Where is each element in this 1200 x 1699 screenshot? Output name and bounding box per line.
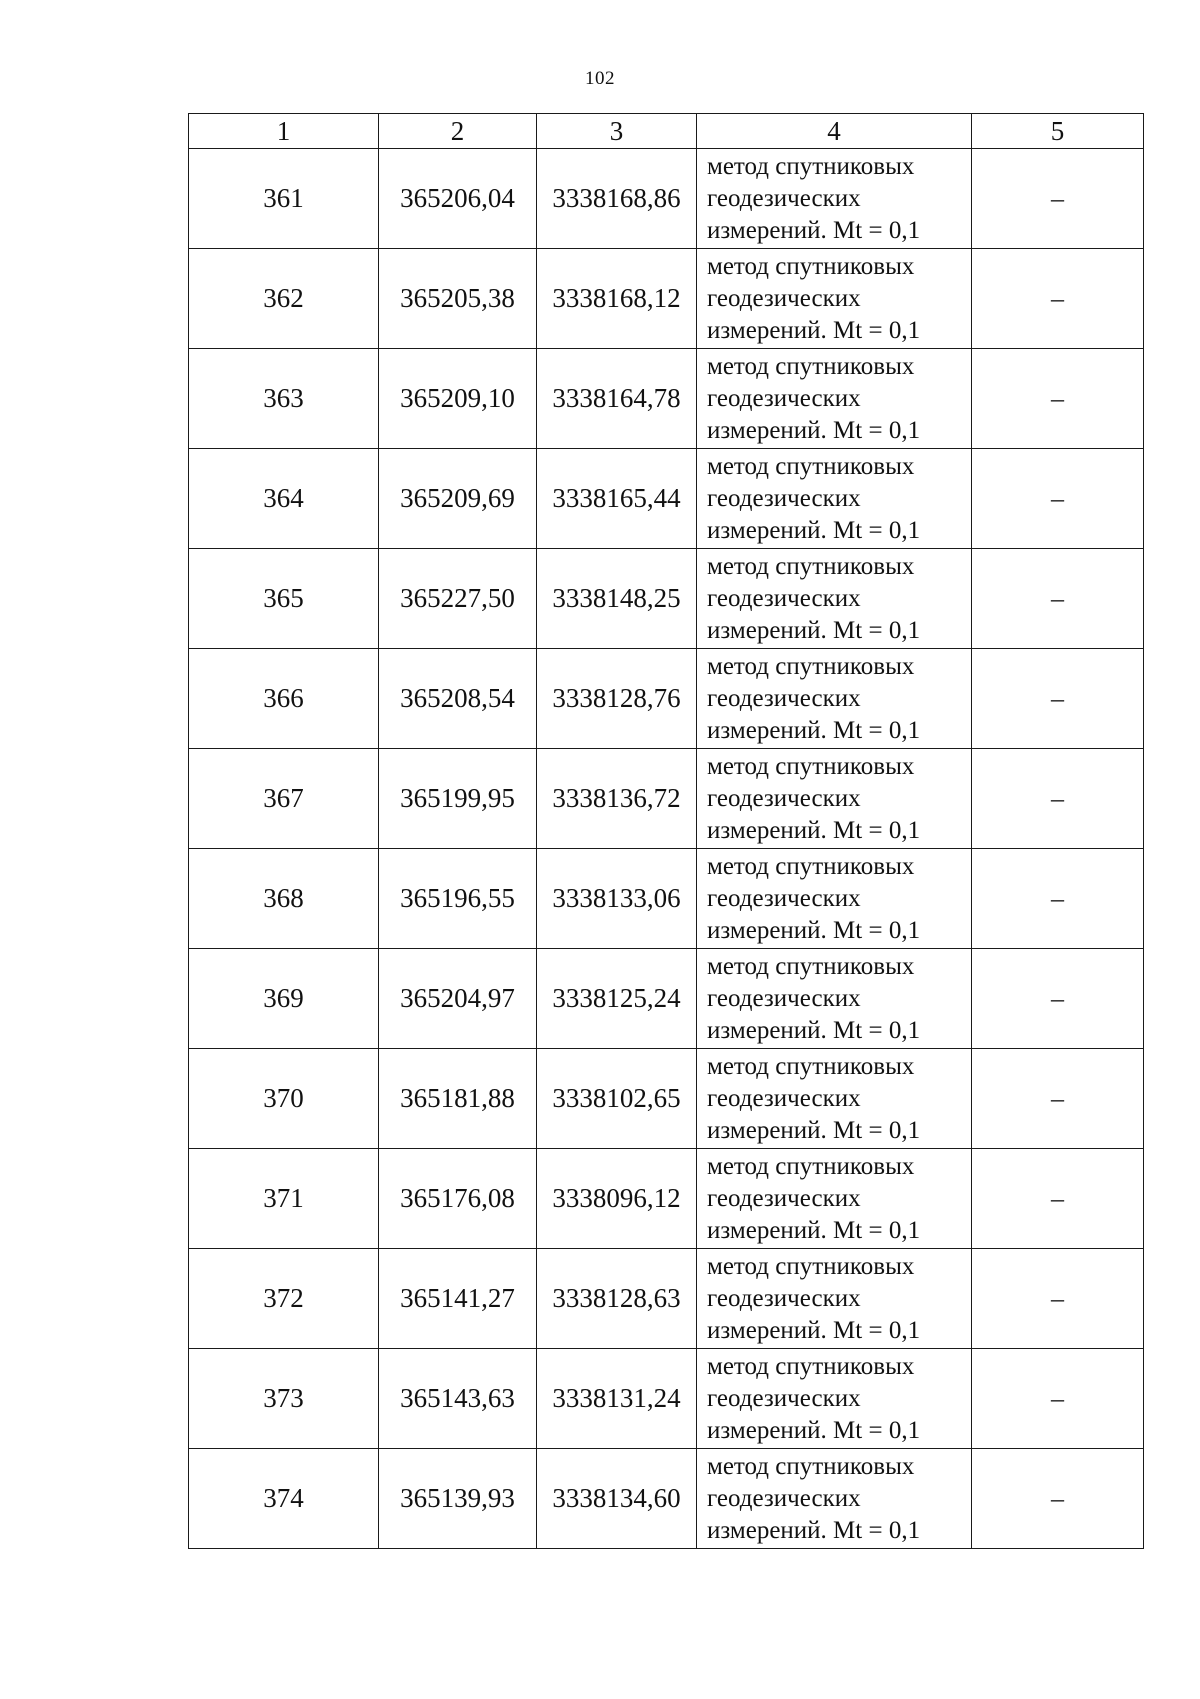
measurement-method (697, 1449, 972, 1549)
method-line: измерений. Mt = 0,1 (707, 1316, 921, 1344)
table-row (189, 1449, 1144, 1549)
coordinate-x: 365209,10 (379, 349, 537, 449)
coordinate-y: 3338125,24 (537, 949, 697, 1049)
coordinate-y: 3338096,12 (537, 1149, 697, 1249)
point-number: 366 (189, 649, 379, 749)
table-row (189, 1049, 1144, 1149)
coordinate-x: 365181,88 (379, 1049, 537, 1149)
measurement-method (697, 449, 972, 549)
method-line: метод спутниковых (707, 152, 915, 180)
method-line: метод спутниковых (707, 1152, 915, 1180)
measurement-method (697, 749, 972, 849)
point-number: 361 (189, 149, 379, 249)
note-cell: – (972, 649, 1144, 749)
method-line: геодезических (707, 1484, 861, 1512)
coordinate-y: 3338134,60 (537, 1449, 697, 1549)
method-line: измерений. Mt = 0,1 (707, 416, 921, 444)
point-number: 369 (189, 949, 379, 1049)
method-line: геодезических (707, 884, 861, 912)
coordinate-y: 3338164,78 (537, 349, 697, 449)
method-line: геодезических (707, 1184, 861, 1212)
method-line: метод спутниковых (707, 252, 915, 280)
table-row (189, 249, 1144, 349)
method-line: геодезических (707, 284, 861, 312)
note-cell: – (972, 1349, 1144, 1449)
note-cell: – (972, 849, 1144, 949)
measurement-method (697, 1049, 972, 1149)
column-header-1: 1 (189, 114, 379, 149)
point-number: 363 (189, 349, 379, 449)
note-cell: – (972, 949, 1144, 1049)
method-line: измерений. Mt = 0,1 (707, 216, 921, 244)
method-line: геодезических (707, 1384, 861, 1412)
method-line: измерений. Mt = 0,1 (707, 1216, 921, 1244)
point-number: 373 (189, 1349, 379, 1449)
method-line: измерений. Mt = 0,1 (707, 816, 921, 844)
coordinate-y: 3338133,06 (537, 849, 697, 949)
note-cell: – (972, 249, 1144, 349)
measurement-method (697, 849, 972, 949)
coordinate-x: 365205,38 (379, 249, 537, 349)
method-line: метод спутниковых (707, 652, 915, 680)
measurement-method (697, 649, 972, 749)
measurement-method (697, 149, 972, 249)
table-header (189, 114, 1144, 149)
method-line: измерений. Mt = 0,1 (707, 916, 921, 944)
method-line: измерений. Mt = 0,1 (707, 316, 921, 344)
method-line: геодезических (707, 1284, 861, 1312)
method-line: измерений. Mt = 0,1 (707, 1116, 921, 1144)
column-header-5: 5 (972, 114, 1144, 149)
point-number: 370 (189, 1049, 379, 1149)
coordinate-x: 365143,63 (379, 1349, 537, 1449)
point-number: 367 (189, 749, 379, 849)
table-row (189, 449, 1144, 549)
coordinates-table (188, 113, 1144, 1549)
point-number: 371 (189, 1149, 379, 1249)
table-row (189, 549, 1144, 649)
table-row (189, 149, 1144, 249)
coordinate-y: 3338165,44 (537, 449, 697, 549)
point-number: 362 (189, 249, 379, 349)
point-number: 368 (189, 849, 379, 949)
coordinate-x: 365209,69 (379, 449, 537, 549)
table-row (189, 1149, 1144, 1249)
method-line: метод спутниковых (707, 1252, 915, 1280)
measurement-method (697, 249, 972, 349)
table-row (189, 749, 1144, 849)
method-line: измерений. Mt = 0,1 (707, 1516, 921, 1544)
note-cell: – (972, 1249, 1144, 1349)
method-line: измерений. Mt = 0,1 (707, 616, 921, 644)
note-cell: – (972, 349, 1144, 449)
method-line: измерений. Mt = 0,1 (707, 1416, 921, 1444)
method-line: метод спутниковых (707, 752, 915, 780)
point-number: 374 (189, 1449, 379, 1549)
method-line: метод спутниковых (707, 1352, 915, 1380)
coordinate-x: 365204,97 (379, 949, 537, 1049)
method-line: геодезических (707, 1084, 861, 1112)
coordinate-x: 365206,04 (379, 149, 537, 249)
method-line: измерений. Mt = 0,1 (707, 716, 921, 744)
method-line: метод спутниковых (707, 952, 915, 980)
measurement-method (697, 549, 972, 649)
coordinate-x: 365176,08 (379, 1149, 537, 1249)
note-cell: – (972, 449, 1144, 549)
note-cell: – (972, 149, 1144, 249)
table-row (189, 349, 1144, 449)
table-body (189, 149, 1144, 1549)
method-line: геодезических (707, 384, 861, 412)
coordinate-y: 3338128,63 (537, 1249, 697, 1349)
coordinate-y: 3338131,24 (537, 1349, 697, 1449)
method-line: метод спутниковых (707, 1052, 915, 1080)
coordinate-x: 365196,55 (379, 849, 537, 949)
method-line: геодезических (707, 584, 861, 612)
page-number: 102 (585, 68, 615, 89)
coordinate-y: 3338168,86 (537, 149, 697, 249)
table-row (189, 649, 1144, 749)
table-row (189, 849, 1144, 949)
coordinate-x: 365139,93 (379, 1449, 537, 1549)
method-line: метод спутниковых (707, 452, 915, 480)
coordinate-y: 3338168,12 (537, 249, 697, 349)
method-line: метод спутниковых (707, 352, 915, 380)
method-line: геодезических (707, 484, 861, 512)
method-line: метод спутниковых (707, 852, 915, 880)
point-number: 364 (189, 449, 379, 549)
table-row (189, 949, 1144, 1049)
column-header-2: 2 (379, 114, 537, 149)
point-number: 372 (189, 1249, 379, 1349)
coordinate-y: 3338128,76 (537, 649, 697, 749)
method-line: геодезических (707, 684, 861, 712)
method-line: метод спутниковых (707, 552, 915, 580)
measurement-method (697, 349, 972, 449)
coordinate-x: 365141,27 (379, 1249, 537, 1349)
method-line: геодезических (707, 784, 861, 812)
coordinate-x: 365199,95 (379, 749, 537, 849)
method-line: измерений. Mt = 0,1 (707, 1016, 921, 1044)
method-line: геодезических (707, 184, 861, 212)
method-line: измерений. Mt = 0,1 (707, 516, 921, 544)
note-cell: – (972, 1449, 1144, 1549)
measurement-method (697, 949, 972, 1049)
measurement-method (697, 1249, 972, 1349)
coordinate-x: 365227,50 (379, 549, 537, 649)
coordinate-x: 365208,54 (379, 649, 537, 749)
note-cell: – (972, 1149, 1144, 1249)
header-row (189, 114, 1144, 149)
method-line: метод спутниковых (707, 1452, 915, 1480)
note-cell: – (972, 1049, 1144, 1149)
coordinate-y: 3338136,72 (537, 749, 697, 849)
table-row (189, 1349, 1144, 1449)
point-number: 365 (189, 549, 379, 649)
table-row (189, 1249, 1144, 1349)
column-header-3: 3 (537, 114, 697, 149)
method-line: геодезических (707, 984, 861, 1012)
note-cell: – (972, 549, 1144, 649)
measurement-method (697, 1149, 972, 1249)
coordinate-y: 3338102,65 (537, 1049, 697, 1149)
measurement-method (697, 1349, 972, 1449)
note-cell: – (972, 749, 1144, 849)
column-header-4: 4 (697, 114, 972, 149)
coordinate-y: 3338148,25 (537, 549, 697, 649)
